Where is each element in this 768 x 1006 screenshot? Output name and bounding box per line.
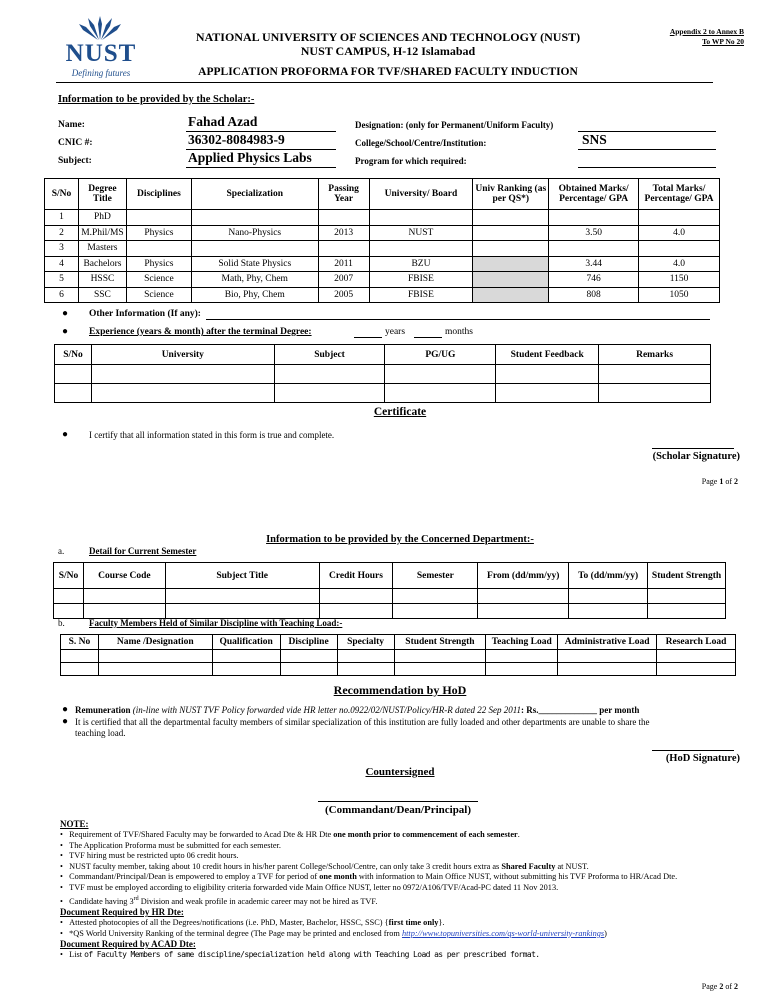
logo-text: NUST: [65, 40, 137, 67]
appendix-line1: Appendix 2 to Annex B: [669, 27, 744, 36]
list-item: • Candidate having 3rd Division and weak profile in academic career may not be hired as TVF.: [60, 895, 378, 906]
table-row: 5 HSSC Science Math, Phy, Chem 2007 FBISE 746 1150: [45, 272, 720, 288]
table-row: 2 M.Phil/MS Physics Nano-Physics 2013 NUST 3.50 4.0: [45, 225, 720, 241]
page-number-1: Page 1 of 2: [701, 477, 738, 486]
bullet-icon: ●: [62, 326, 69, 337]
header-form-title: APPLICATION PROFORMA FOR TVF/SHARED FACULTY INDUCTION: [198, 66, 578, 78]
experience-label: Experience (years & month) after the terminal Degree:: [89, 327, 312, 337]
list-item: • Requirement of TVF/Shared Faculty may be forwarded to Acad Dte & HR Dte one month prior to commencement of each semester.: [60, 830, 520, 839]
degrees-table: [44, 178, 720, 303]
bullet-icon: ●: [62, 308, 69, 319]
list-item: • Commandant/Principal/Dean is empowered to employ a TVF for period of one month with information to Main Office NUST, without submitting his TVF Proforma to HR/Acad Dte.: [60, 872, 678, 882]
bullet-icon: ●: [62, 704, 69, 715]
col-header: Obtained Marks/ Percentage/ GPA: [549, 179, 639, 210]
years-label: years: [385, 327, 406, 337]
col-header: University/ Board: [369, 179, 473, 210]
col-header: Passing Year: [318, 179, 369, 210]
cnic-label: CNIC #:: [58, 138, 93, 148]
remuneration-amount-input[interactable]: _____________: [538, 705, 598, 715]
college-label: College/School/Centre/Institution:: [355, 138, 487, 148]
section-a-letter: a.: [58, 546, 65, 556]
col-header: Total Marks/ Percentage/ GPA: [639, 179, 720, 210]
list-item: • List of Faculty Members of same discipline/specialization held along with Teaching Load as per prescribed format.: [60, 950, 540, 960]
department-heading: Information to be provided by the Concerned Department:-: [266, 534, 534, 545]
scholar-signature: (Scholar Signature): [652, 451, 740, 462]
designation-label: Designation: (only for Permanent/Uniform Faculty): [355, 120, 554, 130]
other-info-label: Other Information (If any):: [89, 309, 201, 319]
table-row: [54, 589, 726, 604]
cnic-value: 36302-8084983-9: [188, 132, 285, 147]
name-value: Fahad Azad: [188, 114, 258, 129]
col-header: S/No: [45, 179, 79, 210]
page-number-2: Page 2 of 2: [701, 982, 738, 991]
appendix-line2: To WP No 20: [702, 37, 744, 46]
table-row: [61, 663, 736, 676]
col-header: Univ Ranking (as per QS*): [473, 179, 549, 210]
nust-emblem-icon: [78, 14, 122, 40]
header-divider: [56, 82, 713, 83]
list-item: • TVF must be employed according to eligibility criteria forwarded vide Main Office NUST, letter no 0972/A106/TVF/Acad-PC dated 11 Nov 2013.: [60, 882, 559, 892]
list-item: • The Application Proforma must be submitted for each semester.: [60, 840, 281, 850]
list-item: • Attested photocopies of all the Degrees/notifications (i.e. PhD, Master, Bachelor, HSSC, SSC) {first time only}.: [60, 917, 445, 927]
bullet-icon: ●: [62, 429, 69, 440]
section-b-letter: b.: [58, 618, 65, 628]
list-item: • *QS World University Ranking of the terminal degree (The Page may be printed and enclosed from http://www.topuniversities.com/qs-world-university-rankings): [60, 928, 607, 938]
col-header: Degree Title: [78, 179, 126, 210]
scholar-heading: Information to be provided by the Scholar:-: [58, 94, 255, 105]
note-title: NOTE:: [60, 819, 89, 829]
bullet-icon: ●: [62, 716, 69, 727]
name-label: Name:: [58, 120, 85, 130]
subject-label: Subject:: [58, 156, 92, 166]
hod-signature: (HoD Signature): [665, 753, 740, 764]
certificate-title: Certificate: [373, 406, 427, 418]
table-row: 6 SSC Science Bio, Phy, Chem 2005 FBISE 808 1050: [45, 287, 720, 303]
recommendation-title: Recommendation by HoD: [333, 683, 467, 697]
years-input[interactable]: [354, 337, 382, 338]
qs-ranking-link[interactable]: http://www.topuniversities.com/qs-world-university-rankings: [401, 928, 605, 938]
list-item: • TVF hiring must be restricted upto 06 credit hours.: [60, 851, 239, 861]
faculty-table: [60, 634, 736, 676]
semester-header-row: S/No Course Code Subject Title Credit Hours Semester From (dd/mm/yy) To (dd/mm/yy) Student Strength: [54, 563, 726, 589]
header-university: NATIONAL UNIVERSITY OF SCIENCES AND TECHNOLOGY (NUST): [195, 30, 581, 44]
faculty-header-row: S. No Name /Designation Qualification Discipline Specialty Student Strength Teaching Load Administrative Load Research Load: [61, 635, 736, 650]
remuneration-line: Remuneration (in-line with NUST TVF Policy forwarded vide HR letter no.0922/02/NUST/Policy/HR-R dated 22 Sep 2011: Rs._____________ per month: [75, 705, 640, 715]
college-value: SNS: [582, 132, 607, 147]
hr-docs-title: Document Required by HR Dte:: [60, 906, 184, 917]
section-b-label: Faculty Members Held of Similar Discipline with Teaching Load:-: [89, 618, 343, 628]
semester-table: [53, 562, 726, 619]
col-header: Disciplines: [126, 179, 191, 210]
table-row: [55, 365, 711, 384]
header-campus: NUST CAMPUS, H-12 Islamabad: [300, 44, 476, 58]
experience-table: [54, 344, 711, 403]
certify-line1: It is certified that all the departmental faculty members of similar specialization of this institution are fully loaded and other departments are unable to share the: [75, 717, 650, 727]
acad-docs-title: Document Required by ACAD Dte:: [60, 939, 196, 950]
notes-list: [60, 830, 740, 961]
commandant-signature: (Commandant/Dean/Principal): [324, 804, 472, 816]
certify-line2: teaching load.: [75, 728, 126, 738]
list-item: • NUST faculty member, taking about 10 credit hours in his/her parent College/School/Centre, can only take 3 credit hours extra as Shared Faculty at NUST.: [60, 861, 589, 871]
nust-logo: [56, 12, 146, 80]
table-row: 4 Bachelors Physics Solid State Physics 2011 BZU 3.44 4.0: [45, 256, 720, 272]
table-row: 3 Masters: [45, 241, 720, 257]
experience-header-row: S/No University Subject PG/UG Student Feedback Remarks: [55, 345, 711, 365]
logo-tagline: Defining futures: [71, 68, 131, 78]
program-label: Program for which required:: [355, 156, 467, 166]
months-label: months: [445, 327, 473, 337]
certificate-text: I certify that all information stated in this form is true and complete.: [89, 430, 335, 440]
table-row: [54, 604, 726, 619]
table-row: 1 PhD: [45, 210, 720, 226]
subject-value: Applied Physics Labs: [188, 150, 312, 165]
months-input[interactable]: [414, 337, 442, 338]
table-row: [55, 384, 711, 403]
countersigned-title: Countersigned: [365, 766, 435, 778]
degrees-header-row: [45, 179, 720, 210]
section-a-label: Detail for Current Semester: [89, 546, 197, 556]
col-header: Specialization: [191, 179, 318, 210]
table-row: [61, 650, 736, 663]
